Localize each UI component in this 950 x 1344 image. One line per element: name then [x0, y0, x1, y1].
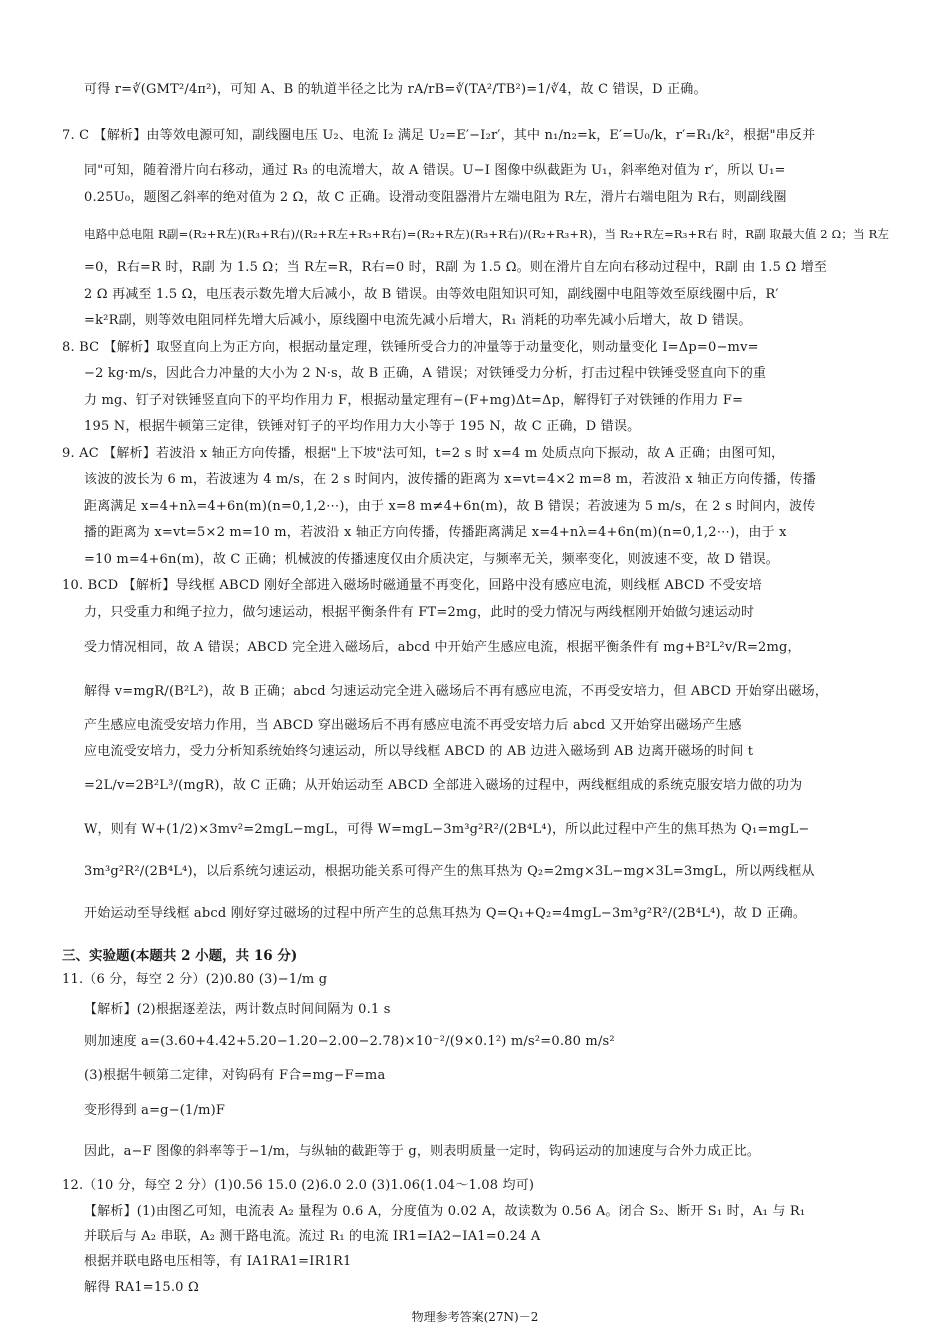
text-line: 该波的波长为 6 m，若波速为 4 m/s，在 2 s 时间内，波传播的距离为 x=vt=4×2 m=8 m，若波沿 x 轴正方向传播，传播 [84, 472, 817, 487]
text-line: 解得 RA1=15.0 Ω [84, 1280, 199, 1295]
text-line: 12.（10 分，每空 2 分）(1)0.56 15.0 (2)6.0 2.0 (3)1.06(1.04～1.08 均可) [62, 1178, 535, 1193]
text-line: 电路中总电阻 R副=(R₂+R左)(R₃+R右)/(R₂+R左+R₃+R右)=(R₂+R左)(R₃+R右)/(R₂+R₃+R)，当 R₂+R左=R₃+R右 时，R副 取最大值 2 Ω；当 R左 [84, 227, 890, 241]
text-line: =k²R副，则等效电阻同样先增大后减小，原线圈中电流先减小后增大，R₁ 消耗的功率先减小后增大，故 D 错误。 [84, 313, 752, 328]
page-footer: 物理参考答案(27N)－2 [411, 1310, 539, 1324]
cropped-top-edge [70, 0, 880, 10]
text-line: =10 m=4+6n(m)，故 C 正确；机械波的传播速度仅由介质决定，与频率无关，频率变化，则波速不变，故 D 错误。 [84, 552, 779, 567]
text-line: 2 Ω 再减至 1.5 Ω，电压表示数先增大后减小，故 B 错误。由等效电阻知识可知，副线圈中电阻等效至原线圈中后，R′ [84, 287, 779, 302]
text-line: 10. BCD 【解析】导线框 ABCD 刚好全部进入磁场时磁通量不再变化，回路中没有感应电流，则线框 ABCD 不受安培 [62, 578, 762, 593]
text-line: 播的距离为 x=vt=5×2 m=10 m，若波沿 x 轴正方向传播，传播距离满足 x=4+nλ=4+6n(m)(n=0,1,2⋯)，由于 x [84, 525, 787, 540]
text-line: 变形得到 a=g−(1/m)F [84, 1103, 226, 1118]
text-line: 解得 v=mgR/(B²L²)，故 B 正确；abcd 匀速运动完全进入磁场后不再有感应电流，不再受安培力，但 ABCD 开始穿出磁场， [84, 684, 828, 699]
text-line: 因此，a−F 图像的斜率等于−1/m，与纵轴的截距等于 g，则表明质量一定时，钩码运动的加速度与合外力成正比。 [84, 1144, 761, 1159]
text-line: 0.25U₀，题图乙斜率的绝对值为 2 Ω，故 C 正确。设滑动变阻器滑片左端电阻为 R左，滑片右端电阻为 R右，则副线圈 [84, 190, 787, 205]
text-line: 195 N，根据牛顿第三定律，铁锤对钉子的平均作用力大小等于 195 N，故 C 正确，D 错误。 [84, 419, 641, 434]
text-line: 7. C 【解析】由等效电源可知，副线圈电压 U₂、电流 I₂ 满足 U₂=E′−I₂r′，其中 n₁/n₂=k，E′=U₀/k，r′=R₁/k²，根据"串反并 [62, 128, 816, 143]
text-line: −2 kg·m/s，因此合力冲量的大小为 2 N·s，故 B 正确，A 错误；对铁锤受力分析，打击过程中铁锤受竖直向下的重 [84, 366, 767, 381]
text-line: 3m³g²R²/(2B⁴L⁴)，以后系统匀速运动，根据功能关系可得产生的焦耳热为 Q₂=2mg×3L−mg×3L=3mgL，所以两线框从 [84, 864, 815, 879]
text-line: 则加速度 a=(3.60+4.42+5.20−1.20−2.00−2.78)×10⁻²/(9×0.1²) m/s²=0.80 m/s² [84, 1034, 615, 1049]
text-line: =2L/v=2B²L³/(mgR)，故 C 正确；从开始运动至 ABCD 全部进入磁场的过程中，两线框组成的系统克服安培力做的功为 [84, 778, 803, 793]
text-line: 力，只受重力和绳子拉力，做匀速运动，根据平衡条件有 FT=2mg，此时的受力情况与两线框刚开始做匀速运动时 [84, 605, 755, 620]
text-line: 开始运动至导线框 abcd 刚好穿过磁场的过程中所产生的总焦耳热为 Q=Q₁+Q₂=4mgL−3m³g²R²/(2B⁴L⁴)，故 D 正确。 [84, 906, 807, 921]
text-line: 8. BC 【解析】取竖直向上为正方向，根据动量定理，铁锤所受合力的冲量等于动量变化，则动量变化 I=Δp=0−mv= [62, 340, 759, 355]
text-line: 【解析】(1)由图乙可知，电流表 A₂ 量程为 0.6 A，分度值为 0.02 A，故读数为 0.56 A。闭合 S₂、断开 S₁ 时，A₁ 与 R₁ [84, 1204, 806, 1219]
text-line: 【解析】(2)根据逐差法，两计数点时间间隔为 0.1 s [84, 1002, 391, 1017]
text-line: 9. AC 【解析】若波沿 x 轴正方向传播，根据"上下坡"法可知，t=2 s 时 x=4 m 处质点向下振动，故 A 正确；由图可知， [62, 446, 785, 461]
section-title: 三、实验题(本题共 2 小题，共 16 分) [62, 948, 298, 964]
text-line: 可得 r=∛(GMT²/4π²)，可知 A、B 的轨道半径之比为 rA/rB=∛(TA²/TB²)=1/∛4，故 C 错误，D 正确。 [84, 82, 707, 97]
text-line: =0，R右=R 时，R副 为 1.5 Ω；当 R左=R，R右=0 时，R副 为 1.5 Ω。则在滑片自左向右移动过程中，R副 由 1.5 Ω 增至 [84, 260, 828, 275]
text-line: 11.（6 分，每空 2 分）(2)0.80 (3)−1/m g [62, 972, 328, 987]
text-line: 距离满足 x=4+nλ=4+6n(m)(n=0,1,2⋯)，由于 x=8 m≠4+6n(m)，故 B 错误；若波速为 5 m/s，在 2 s 时间内，波传 [84, 499, 816, 514]
text-line: 产生感应电流受安培力作用，当 ABCD 穿出磁场后不再有感应电流不再受安培力后 abcd 又开始穿出磁场产生感 [84, 718, 742, 733]
text-line: 受力情况相同，故 A 错误；ABCD 完全进入磁场后，abcd 中开始产生感应电流，根据平衡条件有 mg+B²L²v/R=2mg， [84, 640, 801, 655]
text-line: 应电流受安培力，受力分析知系统始终匀速运动，所以导线框 ABCD 的 AB 边进入磁场到 AB 边离开磁场的时间 t [84, 744, 754, 759]
text-line: 力 mg、钉子对铁锤竖直向下的平均作用力 F，根据动量定理有−(F+mg)Δt=Δp，解得钉子对铁锤的作用力 F= [84, 393, 744, 408]
text-line: 根据并联电路电压相等，有 IA1RA1=IR1R1 [84, 1254, 352, 1269]
text-line: W，则有 W+(1/2)×3mv²=2mgL−mgL，可得 W=mgL−3m³g²R²/(2B⁴L⁴)，所以此过程中产生的焦耳热为 Q₁=mgL− [84, 822, 810, 837]
text-line: 并联后与 A₂ 串联，A₂ 测干路电流。流过 R₁ 的电流 IR1=IA2−IA1=0.24 A [84, 1229, 541, 1244]
text-line: 同"可知，随着滑片向右移动，通过 R₃ 的电流增大，故 A 错误。U−I 图像中纵截距为 U₁，斜率绝对值为 r′，所以 U₁= [84, 163, 786, 178]
text-line: (3)根据牛顿第二定律，对钩码有 F合=mg−F=ma [84, 1068, 386, 1083]
